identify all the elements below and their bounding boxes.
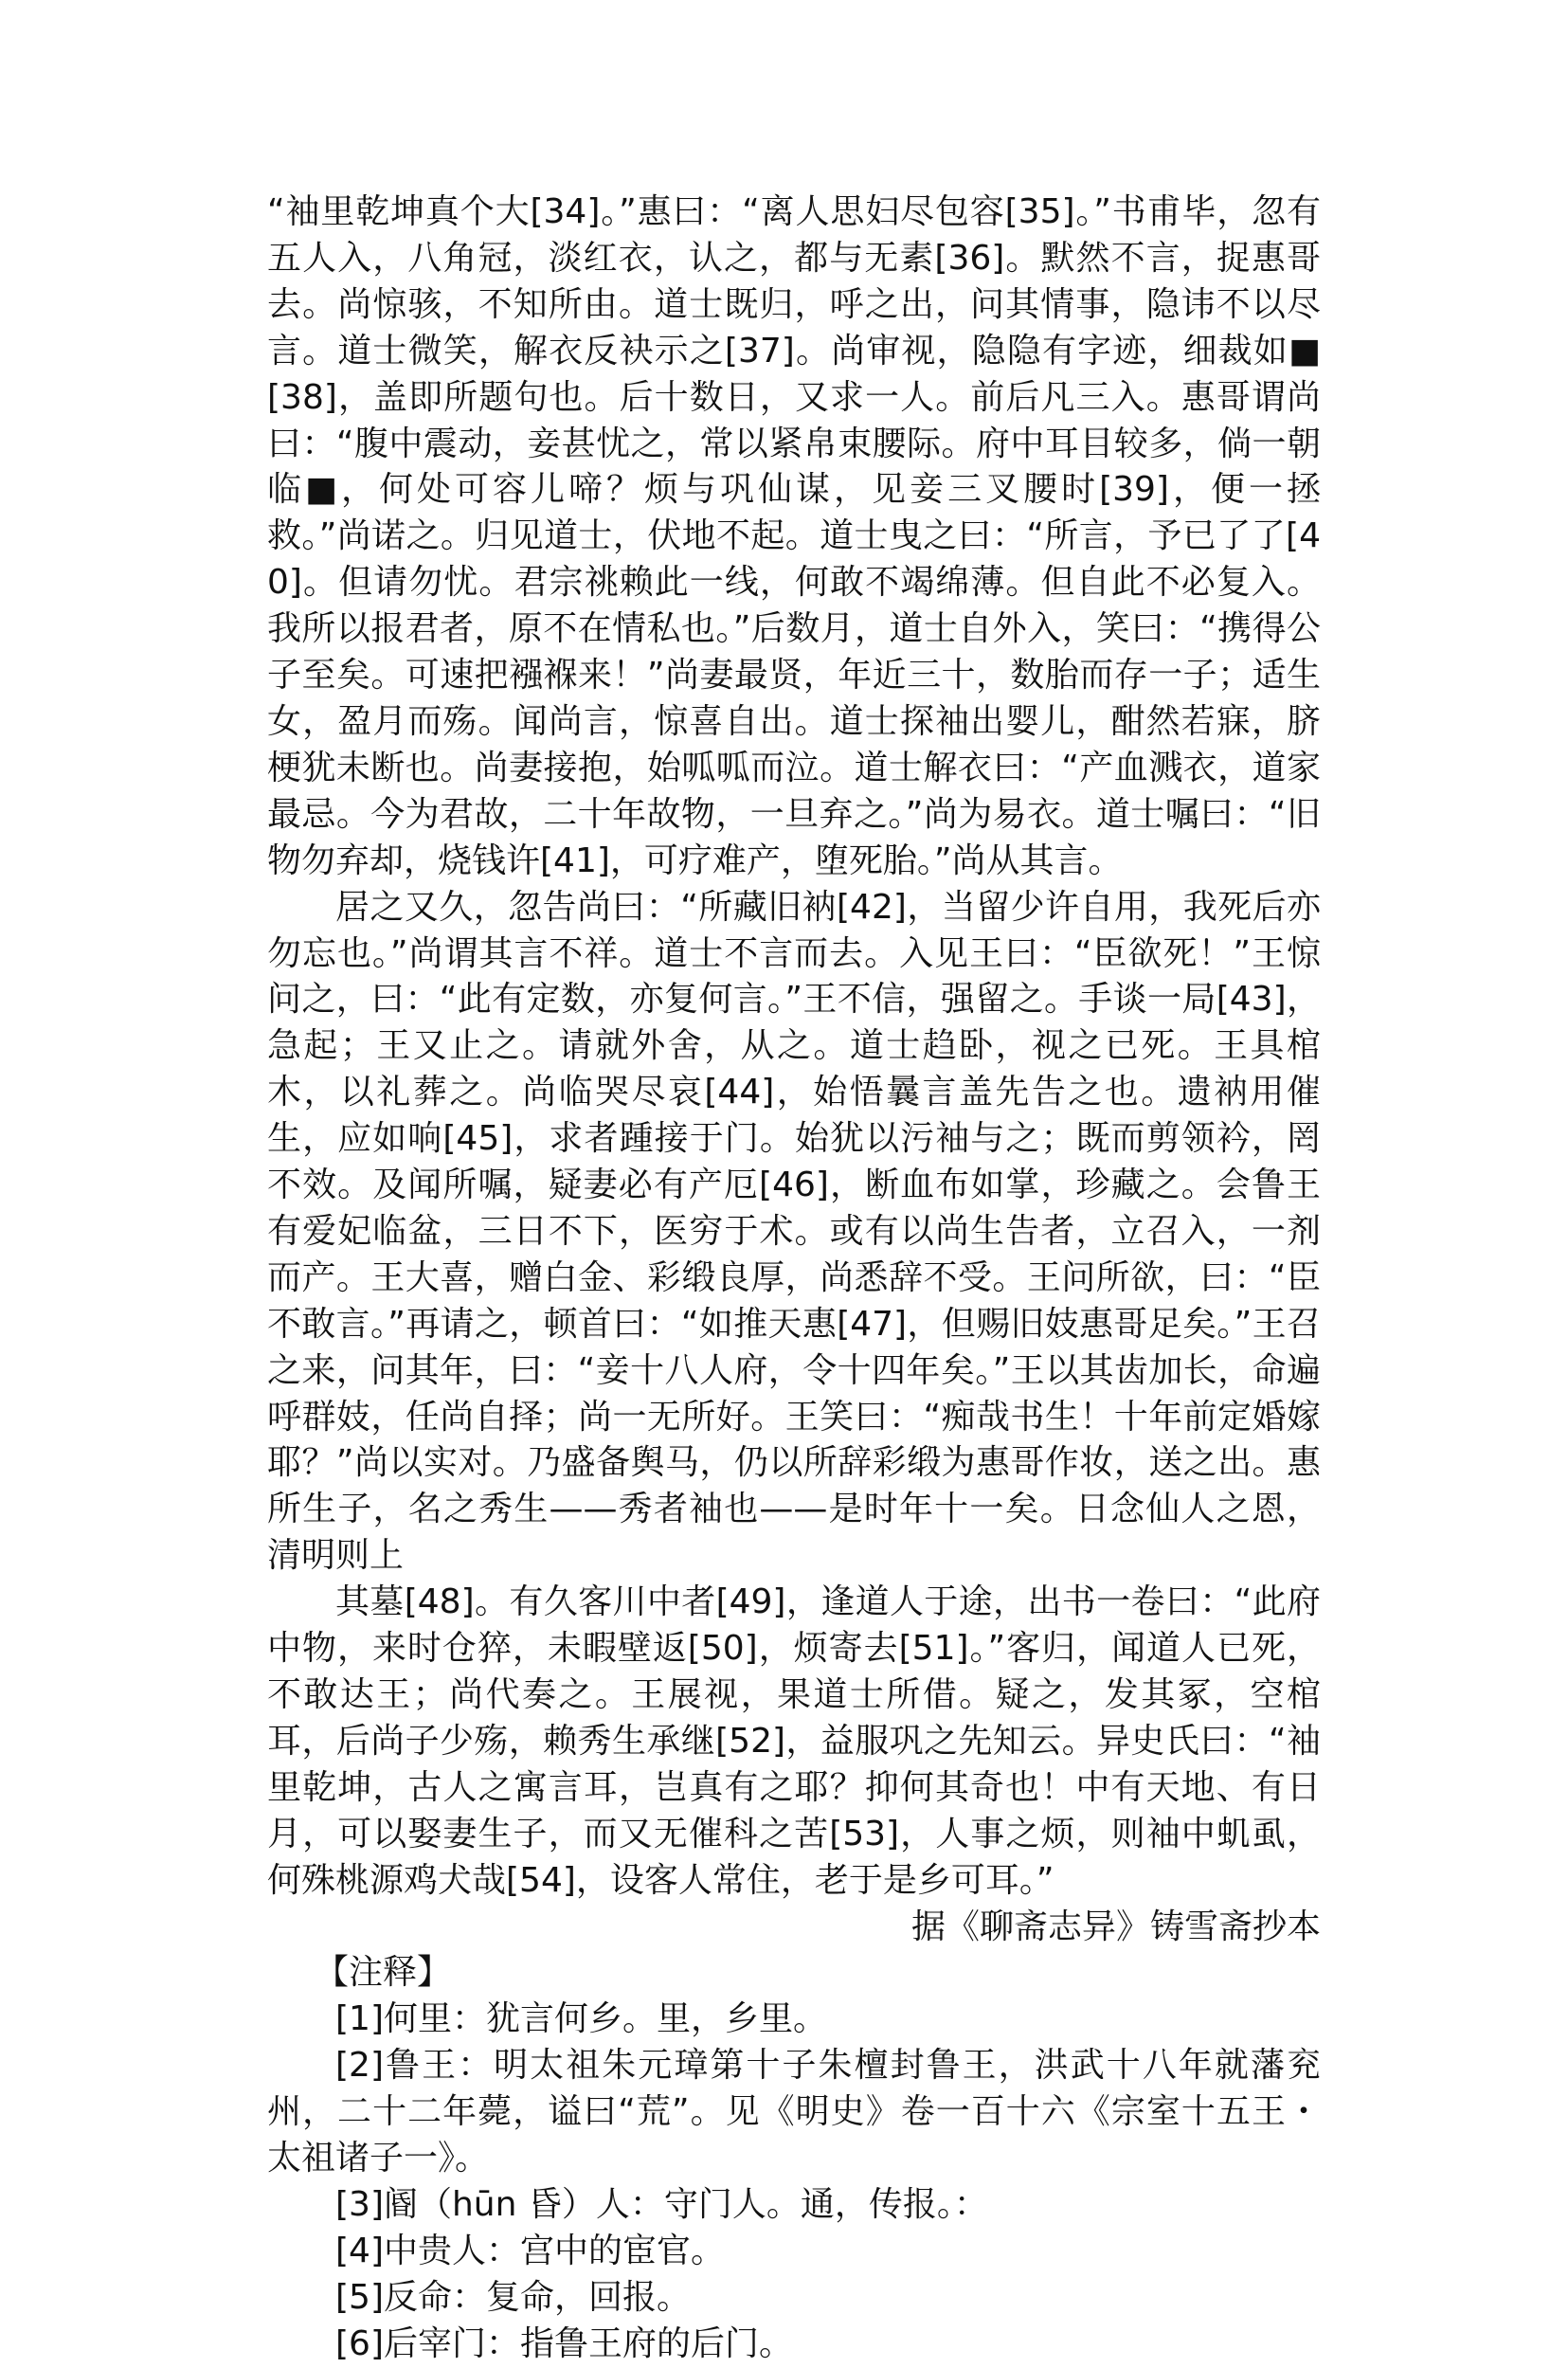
body-paragraph-2: 居之又久，忽告尚曰：“所藏旧衲[42]，当留少许自用，我死后亦勿忘也。”尚谓其言不祥。道士不言而去。入见王曰：“臣欲死！”王惊问之，曰：“此有定数，亦复何言。”王不信，强留之。手谈一局[43]，急起；王又止之。请就外舍，从之。道士趋卧，视之已死。王具棺木，以礼葬之。尚临哭尽哀[44]，始悟曩言盖先告之也。遗衲用催生，应如响[45]，求者踵接于门。始犹以污袖与之；既而剪领衿，罔不效。及闻所嘱，疑妻必有产厄[46]，断血布如掌，珍藏之。会鲁王有爱妃临盆，三日不下，医穷于术。或有以尚生告者，立召入，一剂而产。王大喜，赠白金、彩缎良厚，尚悉辞不受。王问所欲，曰：“臣不敢言。”再请之，顿首曰：“如推天惠[47]，但赐旧妓惠哥足矣。”王召之来，问其年，曰：“妾十八人府，令十四年矣。”王以其齿加长，命遍呼群妓，任尚自择；尚一无所好。王笑曰：“痴哉书生！十年前定婚嫁耶？”尚以实对。乃盛备舆马，仍以所辞彩缎为惠哥作妆，送之出。惠所生子，名之秀生——秀者袖也——是时年十一矣。日念仙人之恩，清明则上 bbox=[267, 887, 1321, 1576]
note-item: [2]鲁王：明太祖朱元璋第十子朱檀封鲁王，洪武十八年就藩兖州，二十二年薨，谥曰“荒”。见《明史》卷一百十六《宗室十五王・太祖诸子一》。 bbox=[267, 2046, 1321, 2178]
source-citation: 据《聊斋志异》铸雪斋抄本 bbox=[910, 1907, 1321, 1946]
document-page bbox=[267, 190, 1321, 2368]
notes-heading: 【注释】 bbox=[315, 1953, 452, 1993]
note-item: [6]后宰门：指鲁王府的后门。 bbox=[335, 2323, 793, 2363]
body-paragraph-3: 其墓[48]。有久客川中者[49]，逢道人于途，出书一卷曰：“此府中物，来时仓猝，未暇壁返[50]，烦寄去[51]。”客归，闻道人已死，不敢达王；尚代奏之。王展视，果道士所借。疑之，发其冢，空棺耳，后尚子少殇，赖秀生承继[52]，益服巩之先知云。异史氏曰：“袖里乾坤，古人之寓言耳，岂真有之耶？抑何其奇也！中有天地、有日月，可以娶妻生子，而又无催科之苦[53]，人事之烦，则袖中虮虱，何殊桃源鸡犬哉[54]，设客人常住，老于是乡可耳。” bbox=[267, 1582, 1321, 1900]
note-item: [3]阍（hūn 昏）人：守门人。通，传报。： bbox=[335, 2184, 988, 2224]
note-item: [1]何里：犹言何乡。里，乡里。 bbox=[335, 1999, 827, 2039]
note-item: [4]中贵人：宫中的宦官。 bbox=[335, 2231, 725, 2270]
note-item: [5]反命：复命，回报。 bbox=[335, 2277, 691, 2317]
notes-list bbox=[267, 1997, 1321, 2367]
body-paragraph-1: “袖里乾坤真个大[34]。”惠曰：“离人思妇尽包容[35]。”书甫毕，忽有五人入，八角冠，淡红衣，认之，都与无素[36]。默然不言，捉惠哥去。尚惊骇，不知所由。道士既归，呼之出，问其情事，隐讳不以尽言。道士微笑，解衣反袂示之[37]。尚审视，隐隐有字迹，细裁如■[38]，盖即所题句也。后十数日，又求一人。前后凡三入。惠哥谓尚曰：“腹中震动，妾甚忧之，常以紧帛束腰际。府中耳目较多，倘一朝临■，何处可容儿啼？烦与巩仙谋，见妾三叉腰时[39]，便一拯救。”尚诺之。归见道士，伏地不起。道士曳之曰：“所言，予已了了[40]。但请勿忧。君宗祧赖此一线，何敢不竭绵薄。但自此不必复入。我所以报君者，原不在情私也。”后数月，道士自外入，笑曰：“携得公子至矣。可速把襁褓来！”尚妻最贤，年近三十，数胎而存一子；适生女，盈月而殇。闻尚言，惊喜自出。道士探袖出婴儿，酣然若寐，脐梗犹未断也。尚妻接抱，始呱呱而泣。道士解衣曰：“产血溅衣，道家最忌。今为君故，二十年故物，一旦弃之。”尚为易衣。道士嘱曰：“旧物勿弃却，烧钱许[41]，可疗难产，堕死胎。”尚从其言。 bbox=[267, 192, 1321, 880]
